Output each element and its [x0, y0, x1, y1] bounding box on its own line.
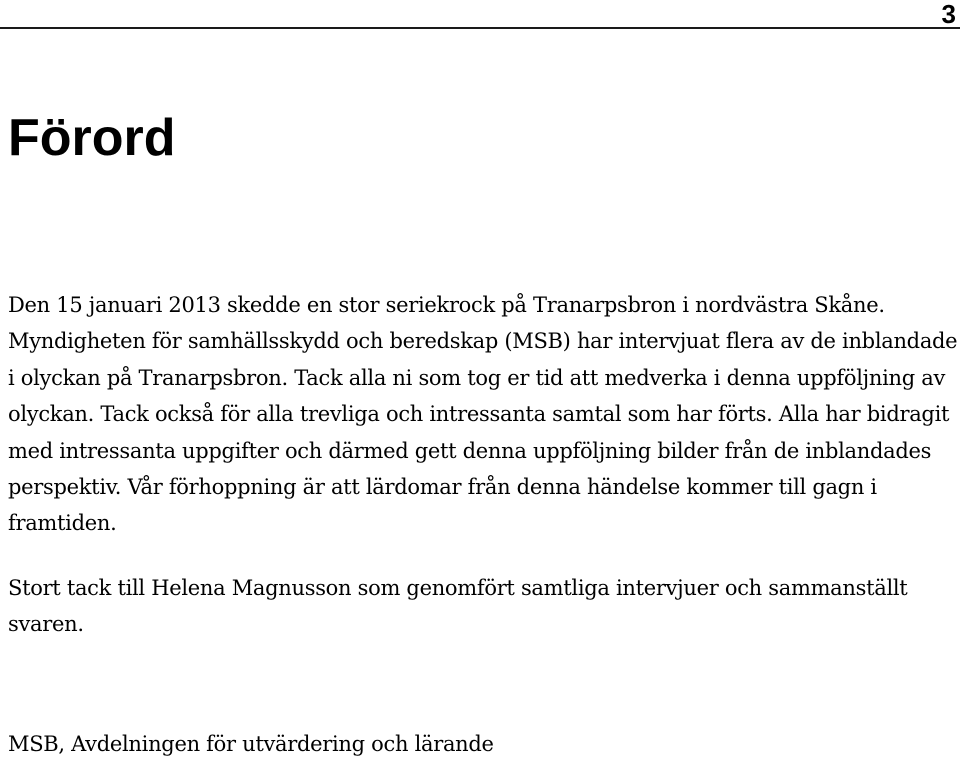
acknowledgement-paragraph: Stort tack till Helena Magnusson som genomfört samtliga intervjuer och sammanställt svaren. [8, 576, 908, 637]
header-rule [0, 27, 960, 29]
page-number: 3 [941, 0, 956, 29]
page-title: Förord [8, 109, 176, 167]
intro-paragraph: Den 15 januari 2013 skedde en stor seriekrock på Tranarpsbron i nordvästra Skåne. Myndigheten för samhällsskydd och beredskap (MSB) har intervjuat flera av de inblandade i olyckan på Tranarpsbron. Tack alla ni som tog er tid att medverka i denna uppföljning av olyckan. Tack också för alla trevliga och intressanta samtal som har förts. Alla har bidragit med intressanta uppgifter och därmed gett denna uppföljning bilder från de inblandades perspektiv. Vår förhoppning är att lärdomar från denna händelse kommer till gagn i framtiden. [8, 293, 958, 536]
signature-line: MSB, Avdelningen för utvärdering och lärande [8, 732, 494, 756]
